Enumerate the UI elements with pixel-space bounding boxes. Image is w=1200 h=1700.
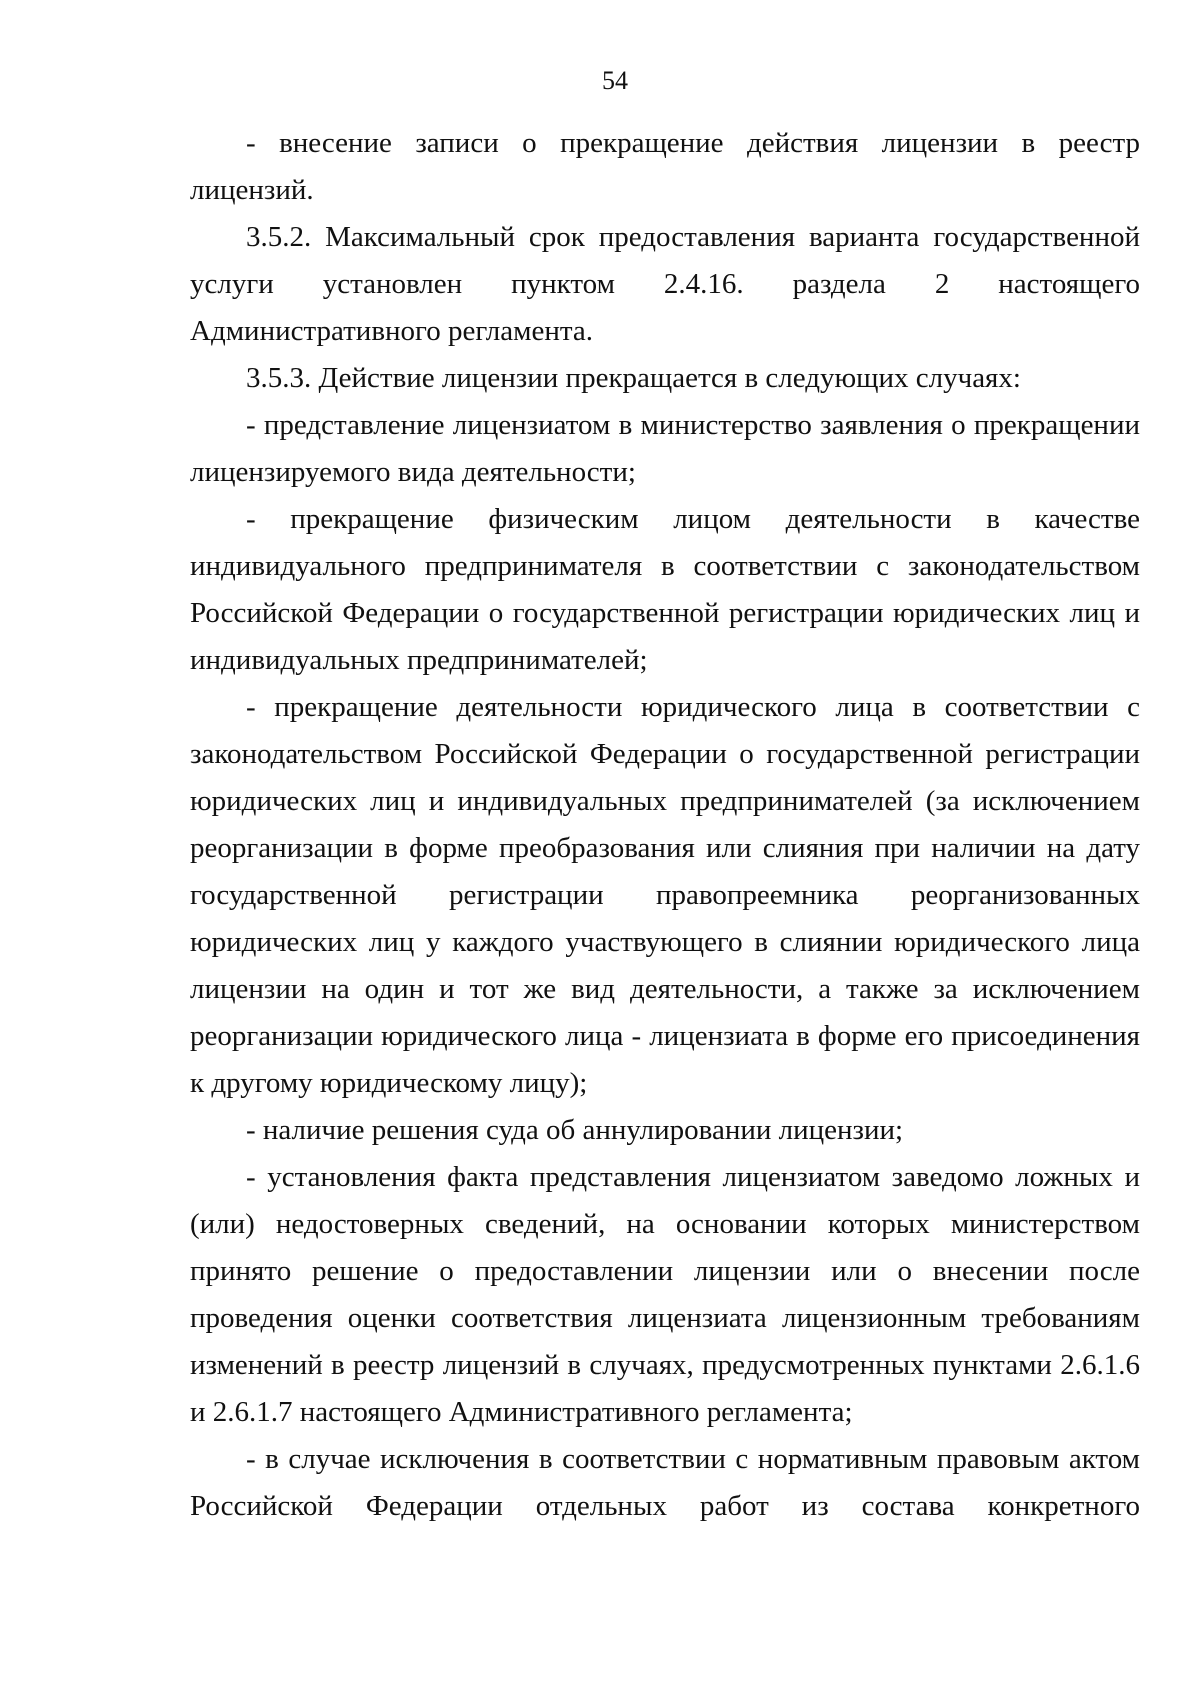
paragraph: - наличие решения суда об аннулировании лицензии;: [246, 1114, 904, 1146]
page-body: [190, 120, 1140, 1530]
paragraph: - установления факта представления лицензиатом заведомо ложных и (или) недостоверных сведений, на основании которых министерством принято решение о предоставлении лицензии или о внесении после проведения оценки соответствия лицензиата лицензионным требованиям изменений в реестр лицензий в случаях, предусмотренных пунктами 2.6.1.6 и 2.6.1.7 настоящего Административного регламента;: [190, 1161, 1140, 1428]
paragraph: 3.5.3. Действие лицензии прекращается в следующих случаях:: [246, 362, 1021, 394]
paragraph: - в случае исключения в соответствии с нормативным правовым актом Российской Федерации отдельных работ из состава конкретного: [190, 1443, 1140, 1522]
page-number: 54: [602, 66, 628, 95]
paragraph: 3.5.2. Максимальный срок предоставления варианта государственной услуги установлен пунктом 2.4.16. раздела 2 настоящего Административного регламента.: [190, 221, 1140, 347]
paragraph: - представление лицензиатом в министерство заявления о прекращении лицензируемого вида деятельности;: [190, 409, 1140, 488]
paragraph: - прекращение деятельности юридического лица в соответствии с законодательством Российской Федерации о государственной регистрации юридических лиц и индивидуальных предпринимателей (за исключением реорганизации в форме преобразования или слияния при наличии на дату государственной регистрации правопреемника реорганизованных юридических лиц у каждого участвующего в слиянии юридического лица лицензии на один и тот же вид деятельности, а также за исключением реорганизации юридического лица - лицензиата в форме его присоединения к другому юридическому лицу);: [190, 691, 1140, 1099]
paragraph: - внесение записи о прекращение действия лицензии в реестр лицензий.: [190, 127, 1140, 206]
paragraph: - прекращение физическим лицом деятельности в качестве индивидуального предпринимателя в соответствии с законодательством Российской Федерации о государственной регистрации юридических лиц и индивидуальных предпринимателей;: [190, 503, 1140, 676]
